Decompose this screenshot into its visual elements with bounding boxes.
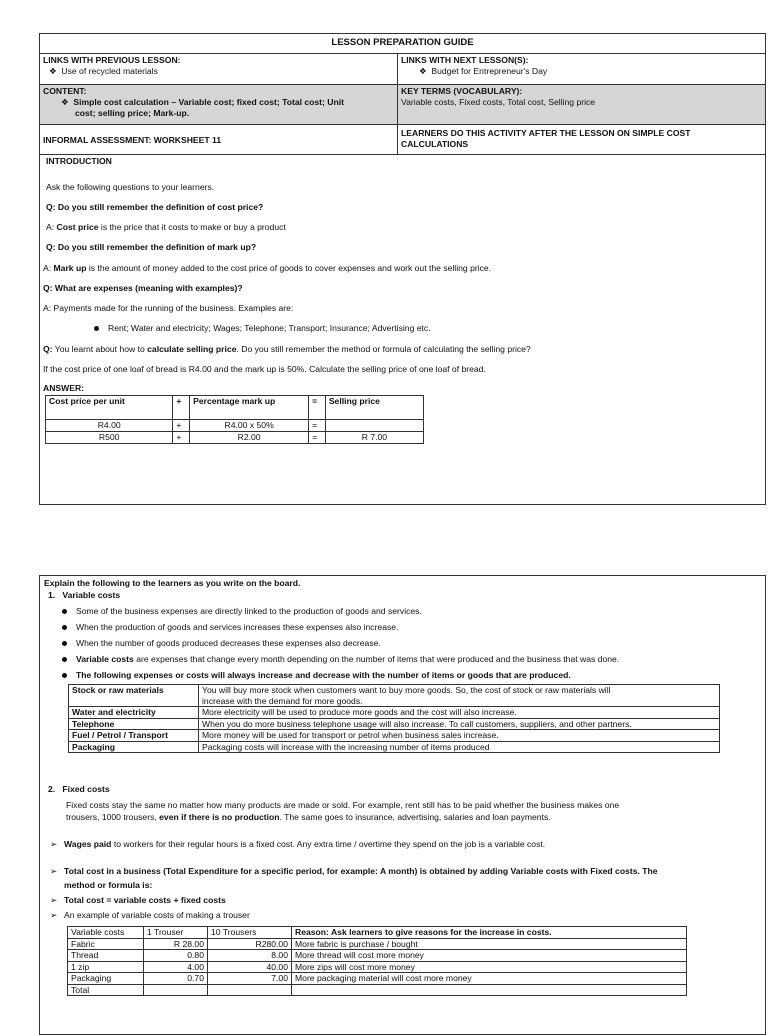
selling-price-table: [45, 395, 424, 444]
lesson-preparation-guide: [39, 33, 766, 505]
bullet-dot-icon: [62, 625, 67, 630]
links-row: [40, 54, 765, 85]
next-lesson-heading: LINKS WITH NEXT LESSON(S):: [401, 55, 529, 65]
table-row: Telephone When you do more business telephone usage will also increase. To call customers, suppliers, and other partners.: [69, 718, 720, 730]
content-item-cont: cost; selling price; Mark-up.: [75, 108, 190, 118]
expenses-list: Rent; Water and electricity; Wages; Telephone; Transport; Insurance; Advertising etc.: [94, 323, 759, 334]
bullet-dot-icon: [94, 326, 99, 331]
expense-table: [68, 684, 720, 753]
table-row: Packaging 0.70 7.00 More packaging material will cost more money: [68, 973, 687, 985]
introduction-heading: INTRODUCTION: [46, 156, 112, 166]
formula-point: ➢ Total cost = variable costs + fixed costs: [50, 895, 226, 905]
variable-fixed-costs-section: [39, 575, 766, 1035]
wages-point: ➢ Wages paid to workers for their regular hours is a fixed cost. Any extra time / overtime they spend on the job is a variable cost.: [50, 839, 546, 849]
question-4: Q: You learnt about how to calculate selling price. Do you still remember the method or formula of calculating the selling price?: [43, 344, 531, 354]
total-cost-point: ➢ Total cost in a business (Total Expenditure for a specific period, for example: A month) is obtained by adding Variable costs with Fixed costs. The: [50, 866, 658, 876]
bullet-dot-icon: [62, 641, 67, 646]
answer-label: ANSWER:: [43, 383, 85, 393]
links-previous: [40, 54, 397, 84]
diamond-bullet-icon: ❖: [61, 97, 69, 107]
list-item: When the production of goods and services increases these expenses also increase.: [62, 622, 759, 633]
links-next: [397, 54, 765, 84]
section-1-heading: 1. Variable costs: [48, 590, 121, 600]
total-cost-point-cont: method or formula is:: [64, 880, 153, 890]
list-item: Some of the business expenses are directly linked to the production of goods and services.: [62, 606, 759, 617]
table-row: Stock or raw materials You will buy more stock when customers want to buy more goods. So, the cost of stock or raw materials will increase with the demand for more goods.: [69, 685, 720, 707]
arrow-bullet-icon: ➢: [50, 839, 58, 849]
table-row: Packaging Packaging costs will increase with the increasing number of items produced: [69, 741, 720, 753]
answer-2: A: Mark up is the amount of money added to the cost price of goods to cover expenses and work out the selling price.: [43, 263, 492, 273]
next-lesson-item: ❖ Budget for Entrepreneur's Day: [419, 66, 548, 76]
table-row: Total: [68, 984, 687, 996]
section-2-heading: 2. Fixed costs: [48, 784, 110, 794]
fixed-costs-text-1: Fixed costs stay the same no matter how many products are made or sold. For example, rent still has to be paid whether the business makes one: [66, 800, 620, 810]
guide-title: LESSON PREPARATION GUIDE: [40, 34, 765, 54]
table-row: R500 + R2.00 = R 7.00: [46, 432, 424, 444]
fixed-costs-text-2: trousers, 1000 trousers, even if there is no production. The same goes to insurance, advertising, salaries and loan payments.: [66, 812, 551, 822]
table-row: Fabric R 28.00 R280.00 More fabric is purchase / bought: [68, 938, 687, 950]
table-row: Fuel / Petrol / Transport More money will be used for transport or petrol when business sales increase.: [69, 730, 720, 742]
explain-instruction: Explain the following to the learners as you write on the board.: [44, 578, 301, 588]
arrow-bullet-icon: ➢: [50, 866, 58, 876]
assessment-row: [40, 125, 765, 155]
informal-assessment: INFORMAL ASSESSMENT: WORKSHEET 11: [43, 135, 222, 145]
ask-text: Ask the following questions to your learners.: [46, 182, 215, 192]
list-item: The following expenses or costs will always increase and decrease with the number of items or goods that are produced.: [62, 670, 759, 681]
content-cell: [40, 85, 397, 124]
list-item: Variable costs are expenses that change every month depending on the number of items that were produced and the business that was done.: [62, 654, 759, 665]
previous-lesson-item: ❖ Use of recycled materials: [49, 66, 158, 76]
question-1: Q: Do you still remember the definition of cost price?: [46, 202, 264, 212]
list-item: When the number of goods produced decreases these expenses also decrease.: [62, 638, 759, 649]
question-3: Q: What are expenses (meaning with examples)?: [43, 283, 243, 293]
diamond-bullet-icon: ❖: [419, 66, 427, 76]
arrow-bullet-icon: ➢: [50, 895, 58, 905]
answer-1: A: Cost price is the price that it costs to make or buy a product: [46, 222, 286, 232]
table-row: 1 zip 4.00 40.00 More zips will cost more money: [68, 961, 687, 973]
problem-statement: If the cost price of one loaf of bread is R4.00 and the mark up is 50%. Calculate the selling price of one loaf of bread.: [43, 364, 486, 374]
learners-note: LEARNERS DO THIS ACTIVITY AFTER THE LESSON ON SIMPLE COST CALCULATIONS: [397, 125, 765, 154]
table-row: R4.00 + R4.00 x 50% =: [46, 420, 424, 432]
arrow-bullet-icon: ➢: [50, 910, 58, 920]
keyterms-list: Variable costs, Fixed costs, Total cost, Selling price: [401, 97, 596, 107]
bullet-dot-icon: [62, 657, 67, 662]
content-heading: CONTENT:: [43, 86, 87, 96]
answer-3: A: Payments made for the running of the business. Examples are:: [43, 303, 294, 313]
question-2: Q: Do you still remember the definition of mark up?: [46, 242, 257, 252]
example-point: ➢ An example of variable costs of making a trouser: [50, 910, 250, 920]
trouser-cost-table: [67, 926, 687, 996]
content-row: [40, 85, 765, 125]
content-item: ❖ Simple cost calculation – Variable cost; fixed cost; Total cost; Unit: [61, 97, 344, 107]
table-header-row: Variable costs 1 Trouser 10 Trousers Reason: Ask learners to give reasons for the increase in costs.: [68, 927, 687, 939]
keyterms-cell: [397, 85, 765, 124]
diamond-bullet-icon: ❖: [49, 66, 57, 76]
table-header-row: Cost price per unit + Percentage mark up = Selling price: [46, 396, 424, 420]
bullet-dot-icon: [62, 609, 67, 614]
keyterms-heading: KEY TERMS (VOCABULARY):: [401, 86, 523, 96]
table-row: Thread 0.80 8.00 More thread will cost more money: [68, 950, 687, 962]
bullet-dot-icon: [62, 673, 67, 678]
previous-lesson-heading: LINKS WITH PREVIOUS LESSON:: [43, 55, 181, 65]
table-row: Water and electricity More electricity will be used to produce more goods and the cost will also increase.: [69, 707, 720, 719]
